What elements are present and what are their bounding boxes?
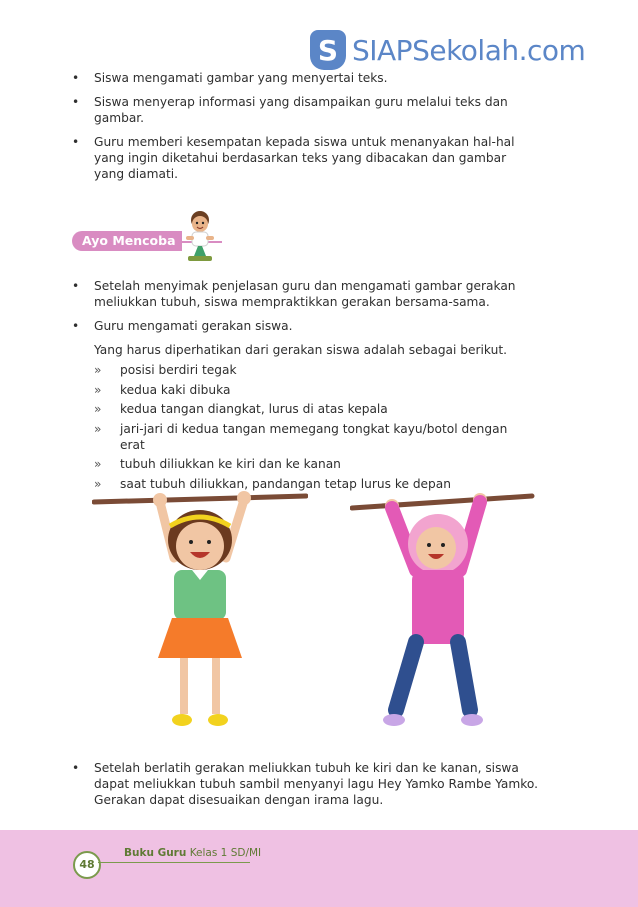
observation-text: kedua kaki dibuka [120, 382, 231, 397]
list-item [70, 70, 530, 86]
footer-divider [98, 862, 250, 863]
intro-section [70, 70, 530, 190]
list-item-text: Guru memberi kesempatan kepada siswa untuk menanyakan hal-hal yang ingin diketahui berdasarkan teks yang dibacakan dan gambar yang diamati. [94, 135, 515, 181]
chevron-bullet-icon: » [94, 457, 102, 472]
observation-text: tubuh diliukkan ke kiri dan ke kanan [120, 457, 341, 472]
footer-book-title: Buku Guru [124, 847, 187, 859]
bullet-icon: • [72, 135, 80, 149]
list-item-text: Siswa menyerap informasi yang disampaikan guru melalui teks dan gambar. [94, 95, 508, 125]
observation-item [94, 456, 530, 472]
activity-section [70, 278, 530, 496]
footer-caption [124, 847, 261, 859]
observation-text: posisi berdiri tegak [120, 363, 237, 377]
chevron-bullet-icon: » [94, 476, 102, 491]
list-item-text: Setelah berlatih gerakan meliukkan tubuh ke kiri dan ke kanan, siswa dapat meliukkan tubuh sambil menyanyi lagu Hey Yamko Rambe Yamko. Gerakan dapat disesuaikan dengan irama lagu. [94, 761, 538, 807]
watermark-logo [310, 30, 585, 70]
observation-item [94, 401, 530, 417]
watermark-badge: S [310, 30, 346, 70]
bullet-icon: • [72, 95, 80, 109]
list-item-text: Guru mengamati gerakan siswa. [94, 319, 293, 333]
bullet-icon: • [72, 279, 80, 293]
chevron-bullet-icon: » [94, 402, 102, 417]
chevron-bullet-icon: » [94, 421, 102, 436]
list-item [70, 134, 530, 182]
watermark-text: SIAPSekolah.com [352, 33, 586, 67]
observation-text: kedua tangan diangkat, lurus di atas kepala [120, 402, 388, 417]
footer-grade: Kelas 1 SD/MI [189, 847, 262, 859]
list-item [70, 760, 540, 808]
list-item-text: Setelah menyimak penjelasan guru dan mengamati gambar gerakan meliukkan tubuh, siswa mempraktikkan gerakan bersama-sama. [94, 279, 516, 309]
bullet-icon: • [72, 71, 80, 85]
bullet-icon: • [72, 761, 80, 775]
chevron-bullet-icon: » [94, 363, 102, 377]
section-title: Ayo Mencoba [72, 231, 182, 251]
observation-intro: Yang harus diperhatikan dari gerakan siswa adalah sebagai berikut. [94, 343, 507, 357]
closing-section [70, 760, 540, 816]
page-number: 48 [73, 851, 101, 879]
observation-text: jari-jari di kedua tangan memegang tongkat kayu/botol dengan erat [120, 421, 508, 452]
list-item-text: Siswa mengamati gambar yang menyertai teks. [94, 71, 388, 85]
observation-text: saat tubuh diliukkan, pandangan tetap lurus ke depan [120, 476, 451, 491]
list-item [70, 278, 530, 310]
girl-hanging-stick-illustration [92, 488, 308, 738]
bullet-icon: • [72, 319, 80, 333]
hijab-girl-hanging-stick-illustration [350, 488, 536, 738]
observation-item [94, 362, 530, 378]
chevron-bullet-icon: » [94, 382, 102, 397]
observation-item [94, 382, 530, 398]
boy-experiment-illustration [176, 208, 224, 266]
list-item [70, 94, 530, 126]
observation-item [94, 421, 530, 453]
list-item [70, 318, 530, 334]
